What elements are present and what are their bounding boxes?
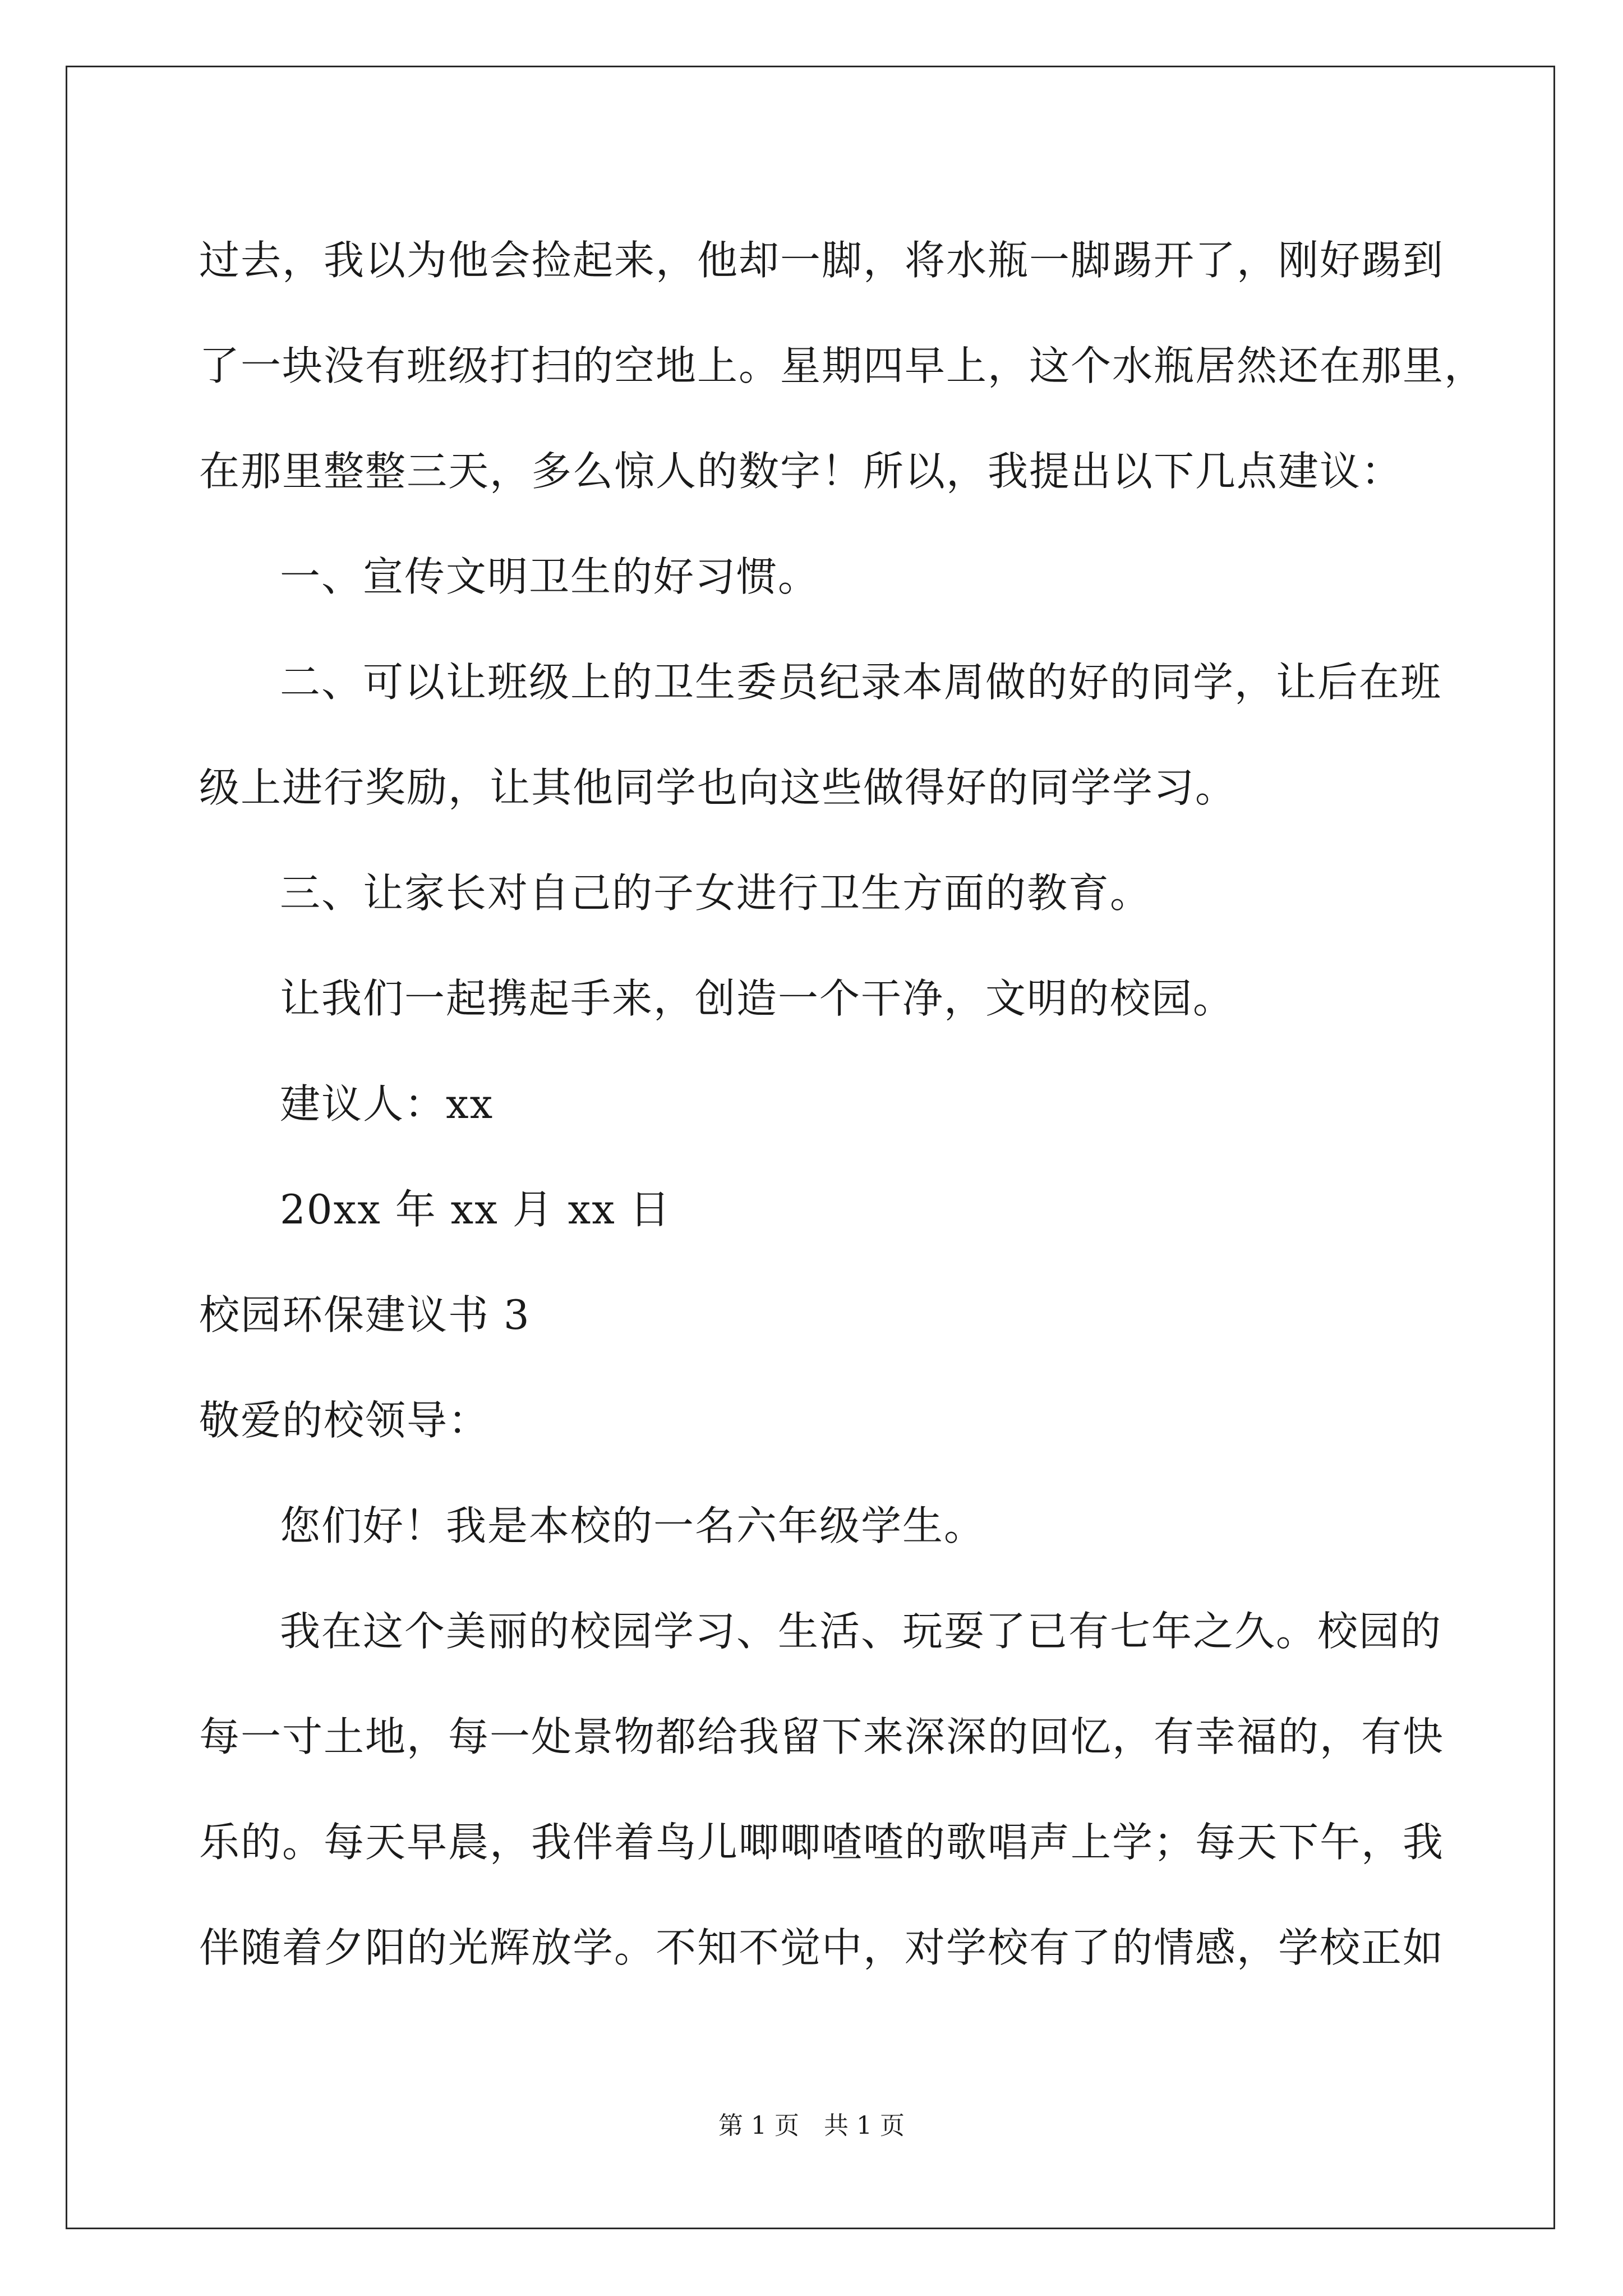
text-line: 每一寸土地，每一处景物都给我留下来深深的回忆，有幸福的，有快 [199, 1713, 1445, 1760]
salutation: 敬爱的校领导： [199, 1397, 490, 1444]
text-line: 伴随着夕阳的光辉放学。不知不觉中，对学校有了的情感，学校正如 [199, 1924, 1445, 1971]
text-line: 过去，我以为他会捡起来，他却一脚，将水瓶一脚踢开了，刚好踢到 [199, 237, 1445, 284]
document-body [199, 208, 1486, 2000]
text-line: 在那里整整三天，多么惊人的数字！所以，我提出以下几点建议： [199, 448, 1403, 495]
suggestion-item: 二、可以让班级上的卫生委员纪录本周做的好的同学，让后在班 [280, 659, 1442, 706]
page-footer: 第 1 页 共 1 页 [718, 2111, 905, 2140]
text-line: 了一块没有班级打扫的空地上。星期四早上，这个水瓶居然还在那里， [199, 342, 1486, 389]
text-line: 乐的。每天早晨，我伴着鸟儿唧唧喳喳的歌唱声上学；每天下午，我 [199, 1819, 1445, 1866]
suggestion-item: 三、让家长对自己的子女进行卫生方面的教育。 [280, 869, 1152, 917]
greeting-line: 您们好！我是本校的一名六年级学生。 [280, 1502, 986, 1549]
suggestion-item: 一、宣传文明卫生的好习惯。 [280, 553, 820, 600]
text-line: 级上进行奖励，让其他同学也向这些做得好的同学学习。 [199, 764, 1237, 811]
date-line: 20xx 年 xx 月 xx 日 [280, 1186, 671, 1233]
closing-line: 让我们一起携起手来，创造一个干净，文明的校园。 [280, 975, 1235, 1022]
text-line: 我在这个美丽的校园学习、生活、玩耍了已有七年之久。校园的 [280, 1608, 1442, 1655]
signature-line: 建议人：xx [280, 1080, 494, 1128]
section-title: 校园环保建议书 3 [199, 1291, 531, 1338]
